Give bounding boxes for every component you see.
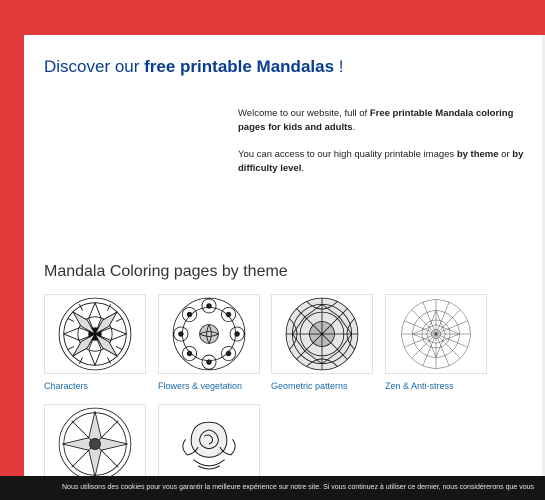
mandala-star-icon [54,405,136,483]
theme-card-zen[interactable] [385,294,487,391]
theme-thumb-characters[interactable] [44,294,146,374]
theme-card-flowers[interactable] [158,294,260,391]
theme-card-characters[interactable] [44,294,146,391]
content-panel [24,35,545,500]
intro-p2-prefix: You can access to our high quality printable images [238,149,457,160]
theme-label-characters[interactable]: Characters [44,381,89,391]
intro-text [238,107,538,189]
intro-p1-suffix: . [352,122,356,133]
cookie-banner-text: Nous utilisons des cookies pour vous garantir la meilleure expérience sur notre site. Si vous continuez à utiliser ce dernier, nous considérerons que vous [62,484,534,491]
cookie-banner [0,476,545,500]
mandala-geometric-icon [281,295,363,373]
intro-paragraph-1 [238,107,538,135]
mandala-flowers-icon [168,295,250,373]
theme-card-geometric[interactable] [271,294,373,391]
theme-thumb-rose[interactable] [158,404,260,484]
intro-paragraph-2 [238,148,538,176]
theme-thumb-geometric[interactable] [271,294,373,374]
page-title [44,57,343,77]
intro-p1-bold: Free printable Mandala coloring pages for kids and adults [238,108,514,133]
intro-p2-bold-difficulty: by difficulty level [238,149,524,174]
intro-p2-suffix: . [301,163,304,174]
mandala-zen-icon [395,295,477,373]
intro-p2-bold-theme: by theme [456,149,499,160]
theme-thumb-flowers[interactable] [158,294,260,374]
theme-label-flowers[interactable]: Flowers & vegetation [158,381,243,391]
theme-thumb-zen[interactable] [385,294,487,374]
theme-thumb-star[interactable] [44,404,146,484]
theme-card-rose[interactable] [158,404,260,484]
theme-label-zen[interactable]: Zen & Anti-stress [385,381,454,391]
intro-p1-prefix: Welcome to our website, full of [238,108,370,119]
mandala-rose-icon [168,405,250,483]
theme-label-geometric[interactable]: Geometric patterns [271,381,348,391]
intro-p2-mid: or [498,149,513,160]
theme-card-star[interactable] [44,404,146,484]
themes-section-title: Mandala Coloring pages by theme [44,263,288,280]
page-title-highlight: free printable Mandalas [144,57,335,76]
page-title-prefix: Discover our [44,57,145,76]
mandala-characters-icon [54,295,136,373]
page-title-suffix: ! [334,57,344,76]
